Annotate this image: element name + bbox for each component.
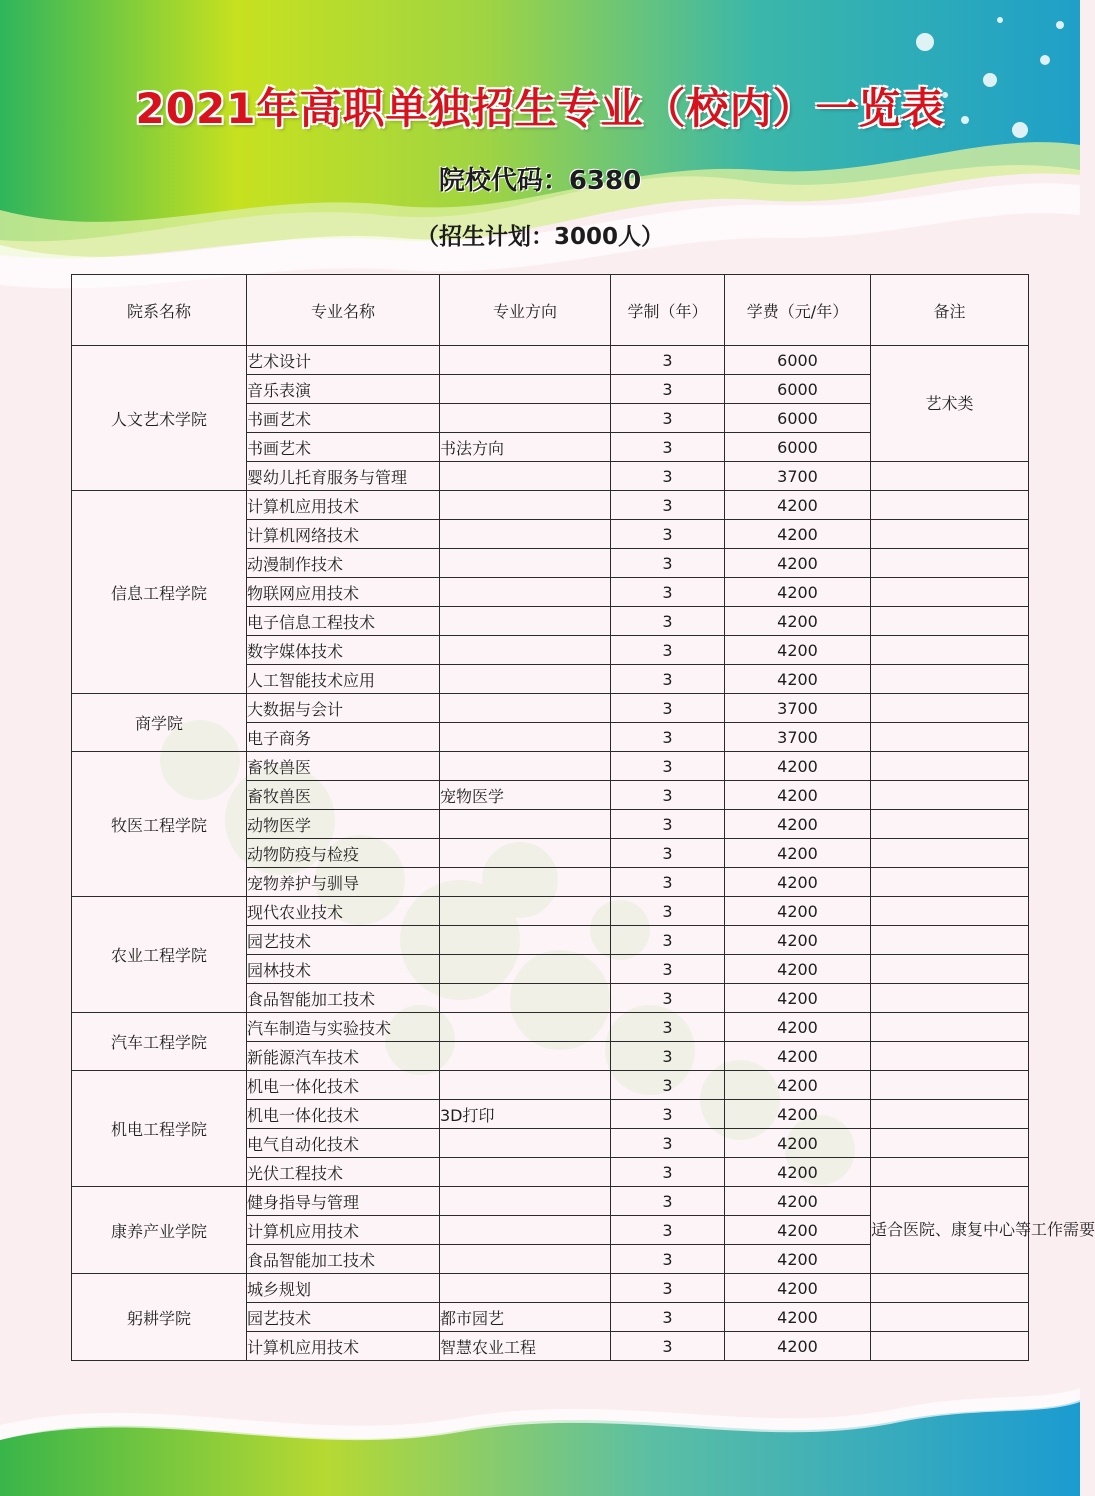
fee-cell: 6000 <box>725 433 871 462</box>
fee-cell: 3700 <box>725 462 871 491</box>
years-cell: 3 <box>611 1216 725 1245</box>
major-name-cell: 人工智能技术应用 <box>247 665 440 694</box>
fee-cell: 3700 <box>725 723 871 752</box>
note-cell <box>871 1303 1029 1332</box>
direction-cell <box>440 694 611 723</box>
note-cell <box>871 839 1029 868</box>
fee-cell: 4200 <box>725 1129 871 1158</box>
dept-name-cell: 汽车工程学院 <box>72 1013 247 1071</box>
col-header-note: 备注 <box>871 275 1029 346</box>
direction-cell <box>440 607 611 636</box>
direction-cell <box>440 346 611 375</box>
direction-cell <box>440 1216 611 1245</box>
note-cell <box>871 578 1029 607</box>
major-name-cell: 机电一体化技术 <box>247 1100 440 1129</box>
direction-cell <box>440 984 611 1013</box>
years-cell: 3 <box>611 1245 725 1274</box>
major-name-cell: 动物防疫与检疫 <box>247 839 440 868</box>
note-cell <box>871 723 1029 752</box>
major-name-cell: 动漫制作技术 <box>247 549 440 578</box>
direction-cell <box>440 1158 611 1187</box>
direction-cell: 书法方向 <box>440 433 611 462</box>
fee-cell: 4200 <box>725 1274 871 1303</box>
years-cell: 3 <box>611 1158 725 1187</box>
direction-cell: 宠物医学 <box>440 781 611 810</box>
major-name-cell: 城乡规划 <box>247 1274 440 1303</box>
major-name-cell: 畜牧兽医 <box>247 781 440 810</box>
fee-cell: 4200 <box>725 955 871 984</box>
direction-cell <box>440 839 611 868</box>
fee-cell: 4200 <box>725 1042 871 1071</box>
fee-cell: 4200 <box>725 868 871 897</box>
major-name-cell: 光伏工程技术 <box>247 1158 440 1187</box>
years-cell: 3 <box>611 1274 725 1303</box>
major-name-cell: 宠物养护与驯导 <box>247 868 440 897</box>
direction-cell <box>440 955 611 984</box>
direction-cell: 智慧农业工程 <box>440 1332 611 1361</box>
major-name-cell: 园林技术 <box>247 955 440 984</box>
direction-cell <box>440 1129 611 1158</box>
fee-cell: 4200 <box>725 1013 871 1042</box>
direction-cell <box>440 1187 611 1216</box>
note-cell <box>871 926 1029 955</box>
fee-cell: 4200 <box>725 1100 871 1129</box>
fee-cell: 4200 <box>725 839 871 868</box>
note-cell <box>871 1071 1029 1100</box>
years-cell: 3 <box>611 752 725 781</box>
note-cell <box>871 868 1029 897</box>
years-cell: 3 <box>611 491 725 520</box>
fee-cell: 4200 <box>725 607 871 636</box>
fee-cell: 4200 <box>725 636 871 665</box>
note-cell <box>871 1274 1029 1303</box>
dept-name-cell: 信息工程学院 <box>72 491 247 694</box>
major-name-cell: 计算机应用技术 <box>247 1332 440 1361</box>
years-cell: 3 <box>611 926 725 955</box>
note-cell <box>871 897 1029 926</box>
years-cell: 3 <box>611 462 725 491</box>
fee-cell: 4200 <box>725 1332 871 1361</box>
major-name-cell: 计算机网络技术 <box>247 520 440 549</box>
fee-cell: 6000 <box>725 375 871 404</box>
note-cell <box>871 520 1029 549</box>
years-cell: 3 <box>611 665 725 694</box>
fee-cell: 4200 <box>725 1216 871 1245</box>
note-cell <box>871 462 1029 491</box>
dept-name-cell: 人文艺术学院 <box>72 346 247 491</box>
fee-cell: 6000 <box>725 346 871 375</box>
direction-cell <box>440 549 611 578</box>
years-cell: 3 <box>611 1042 725 1071</box>
direction-cell <box>440 868 611 897</box>
years-cell: 3 <box>611 839 725 868</box>
table-row <box>72 1187 1029 1216</box>
dept-name-cell: 农业工程学院 <box>72 897 247 1013</box>
direction-cell: 3D打印 <box>440 1100 611 1129</box>
note-cell: 适合医院、康复中心等工作需要 <box>871 1187 1029 1274</box>
major-name-cell: 计算机应用技术 <box>247 491 440 520</box>
direction-cell <box>440 752 611 781</box>
years-cell: 3 <box>611 781 725 810</box>
direction-cell <box>440 1245 611 1274</box>
direction-cell <box>440 462 611 491</box>
years-cell: 3 <box>611 1013 725 1042</box>
fee-cell: 4200 <box>725 810 871 839</box>
major-name-cell: 物联网应用技术 <box>247 578 440 607</box>
direction-cell <box>440 810 611 839</box>
years-cell: 3 <box>611 636 725 665</box>
major-name-cell: 书画艺术 <box>247 433 440 462</box>
note-cell <box>871 984 1029 1013</box>
major-name-cell: 书画艺术 <box>247 404 440 433</box>
major-name-cell: 现代农业技术 <box>247 897 440 926</box>
enrollment-plan: （招生计划：3000人） <box>415 224 664 250</box>
note-cell <box>871 665 1029 694</box>
note-cell <box>871 955 1029 984</box>
major-name-cell: 动物医学 <box>247 810 440 839</box>
major-name-cell: 畜牧兽医 <box>247 752 440 781</box>
fee-cell: 4200 <box>725 1187 871 1216</box>
dept-name-cell: 躬耕学院 <box>72 1274 247 1361</box>
years-cell: 3 <box>611 810 725 839</box>
direction-cell <box>440 723 611 752</box>
direction-cell <box>440 520 611 549</box>
years-cell: 3 <box>611 1129 725 1158</box>
major-name-cell: 食品智能加工技术 <box>247 984 440 1013</box>
direction-cell <box>440 375 611 404</box>
table-row <box>72 491 1029 520</box>
fee-cell: 4200 <box>725 781 871 810</box>
years-cell: 3 <box>611 897 725 926</box>
fee-cell: 4200 <box>725 1303 871 1332</box>
years-cell: 3 <box>611 1187 725 1216</box>
fee-cell: 4200 <box>725 752 871 781</box>
major-name-cell: 园艺技术 <box>247 1303 440 1332</box>
years-cell: 3 <box>611 520 725 549</box>
years-cell: 3 <box>611 984 725 1013</box>
note-cell <box>871 1100 1029 1129</box>
fee-cell: 4200 <box>725 491 871 520</box>
fee-cell: 4200 <box>725 984 871 1013</box>
years-cell: 3 <box>611 1332 725 1361</box>
note-cell <box>871 549 1029 578</box>
direction-cell <box>440 1274 611 1303</box>
fee-cell: 4200 <box>725 1158 871 1187</box>
major-name-cell: 音乐表演 <box>247 375 440 404</box>
fee-cell: 3700 <box>725 694 871 723</box>
years-cell: 3 <box>611 1303 725 1332</box>
note-cell <box>871 1158 1029 1187</box>
note-cell <box>871 491 1029 520</box>
table-row <box>72 346 1029 375</box>
table-body <box>72 346 1095 1361</box>
fee-cell: 6000 <box>725 404 871 433</box>
note-cell <box>871 1332 1029 1361</box>
years-cell: 3 <box>611 578 725 607</box>
years-cell: 3 <box>611 404 725 433</box>
direction-cell <box>440 578 611 607</box>
direction-cell <box>440 404 611 433</box>
fee-cell: 4200 <box>725 1071 871 1100</box>
major-name-cell: 汽车制造与实验技术 <box>247 1013 440 1042</box>
years-cell: 3 <box>611 955 725 984</box>
table-row <box>72 1274 1029 1303</box>
fee-cell: 4200 <box>725 897 871 926</box>
major-name-cell: 婴幼儿托育服务与管理 <box>247 462 440 491</box>
note-cell <box>871 1013 1029 1042</box>
years-cell: 3 <box>611 375 725 404</box>
major-name-cell: 园艺技术 <box>247 926 440 955</box>
major-name-cell: 大数据与会计 <box>247 694 440 723</box>
fee-cell: 4200 <box>725 520 871 549</box>
page-title: 2021年高职单独招生专业（校内）一览表 <box>135 84 945 133</box>
major-name-cell: 艺术设计 <box>247 346 440 375</box>
direction-cell <box>440 1071 611 1100</box>
years-cell: 3 <box>611 694 725 723</box>
note-cell <box>871 607 1029 636</box>
direction-cell <box>440 897 611 926</box>
col-header-dept: 院系名称 <box>72 275 247 346</box>
direction-cell <box>440 1042 611 1071</box>
major-name-cell: 电子信息工程技术 <box>247 607 440 636</box>
majors-table <box>71 274 1095 1361</box>
years-cell: 3 <box>611 723 725 752</box>
major-name-cell: 健身指导与管理 <box>247 1187 440 1216</box>
note-cell <box>871 1129 1029 1158</box>
dept-name-cell: 牧医工程学院 <box>72 752 247 897</box>
table-row <box>72 1071 1029 1100</box>
col-header-fee: 学费（元/年） <box>725 275 871 346</box>
table-row <box>72 694 1029 723</box>
years-cell: 3 <box>611 433 725 462</box>
note-cell <box>871 694 1029 723</box>
major-name-cell: 电子商务 <box>247 723 440 752</box>
dept-name-cell: 康养产业学院 <box>72 1187 247 1274</box>
direction-cell <box>440 491 611 520</box>
table-row <box>72 752 1029 781</box>
col-header-years: 学制（年） <box>611 275 725 346</box>
table-row <box>72 897 1029 926</box>
major-name-cell: 计算机应用技术 <box>247 1216 440 1245</box>
col-header-major: 专业名称 <box>247 275 440 346</box>
school-code: 院校代码：6380 <box>438 166 642 196</box>
direction-cell <box>440 636 611 665</box>
major-name-cell: 电气自动化技术 <box>247 1129 440 1158</box>
note-cell <box>871 781 1029 810</box>
major-name-cell: 数字媒体技术 <box>247 636 440 665</box>
direction-cell <box>440 665 611 694</box>
note-cell: 艺术类 <box>871 346 1029 462</box>
note-cell <box>871 752 1029 781</box>
note-cell <box>871 810 1029 839</box>
fee-cell: 4200 <box>725 549 871 578</box>
note-cell <box>871 636 1029 665</box>
years-cell: 3 <box>611 1100 725 1129</box>
col-header-direction: 专业方向 <box>440 275 611 346</box>
fee-cell: 4200 <box>725 578 871 607</box>
note-cell <box>871 1042 1029 1071</box>
direction-cell <box>440 1013 611 1042</box>
major-name-cell: 食品智能加工技术 <box>247 1245 440 1274</box>
table-row <box>72 1013 1029 1042</box>
major-name-cell: 新能源汽车技术 <box>247 1042 440 1071</box>
table-header-row <box>72 275 1029 346</box>
years-cell: 3 <box>611 1071 725 1100</box>
fee-cell: 4200 <box>725 926 871 955</box>
fee-cell: 4200 <box>725 1245 871 1274</box>
major-name-cell: 机电一体化技术 <box>247 1071 440 1100</box>
years-cell: 3 <box>611 607 725 636</box>
fee-cell: 4200 <box>725 665 871 694</box>
years-cell: 3 <box>611 868 725 897</box>
years-cell: 3 <box>611 549 725 578</box>
dept-name-cell: 机电工程学院 <box>72 1071 247 1187</box>
direction-cell <box>440 926 611 955</box>
dept-name-cell: 商学院 <box>72 694 247 752</box>
direction-cell: 都市园艺 <box>440 1303 611 1332</box>
years-cell: 3 <box>611 346 725 375</box>
